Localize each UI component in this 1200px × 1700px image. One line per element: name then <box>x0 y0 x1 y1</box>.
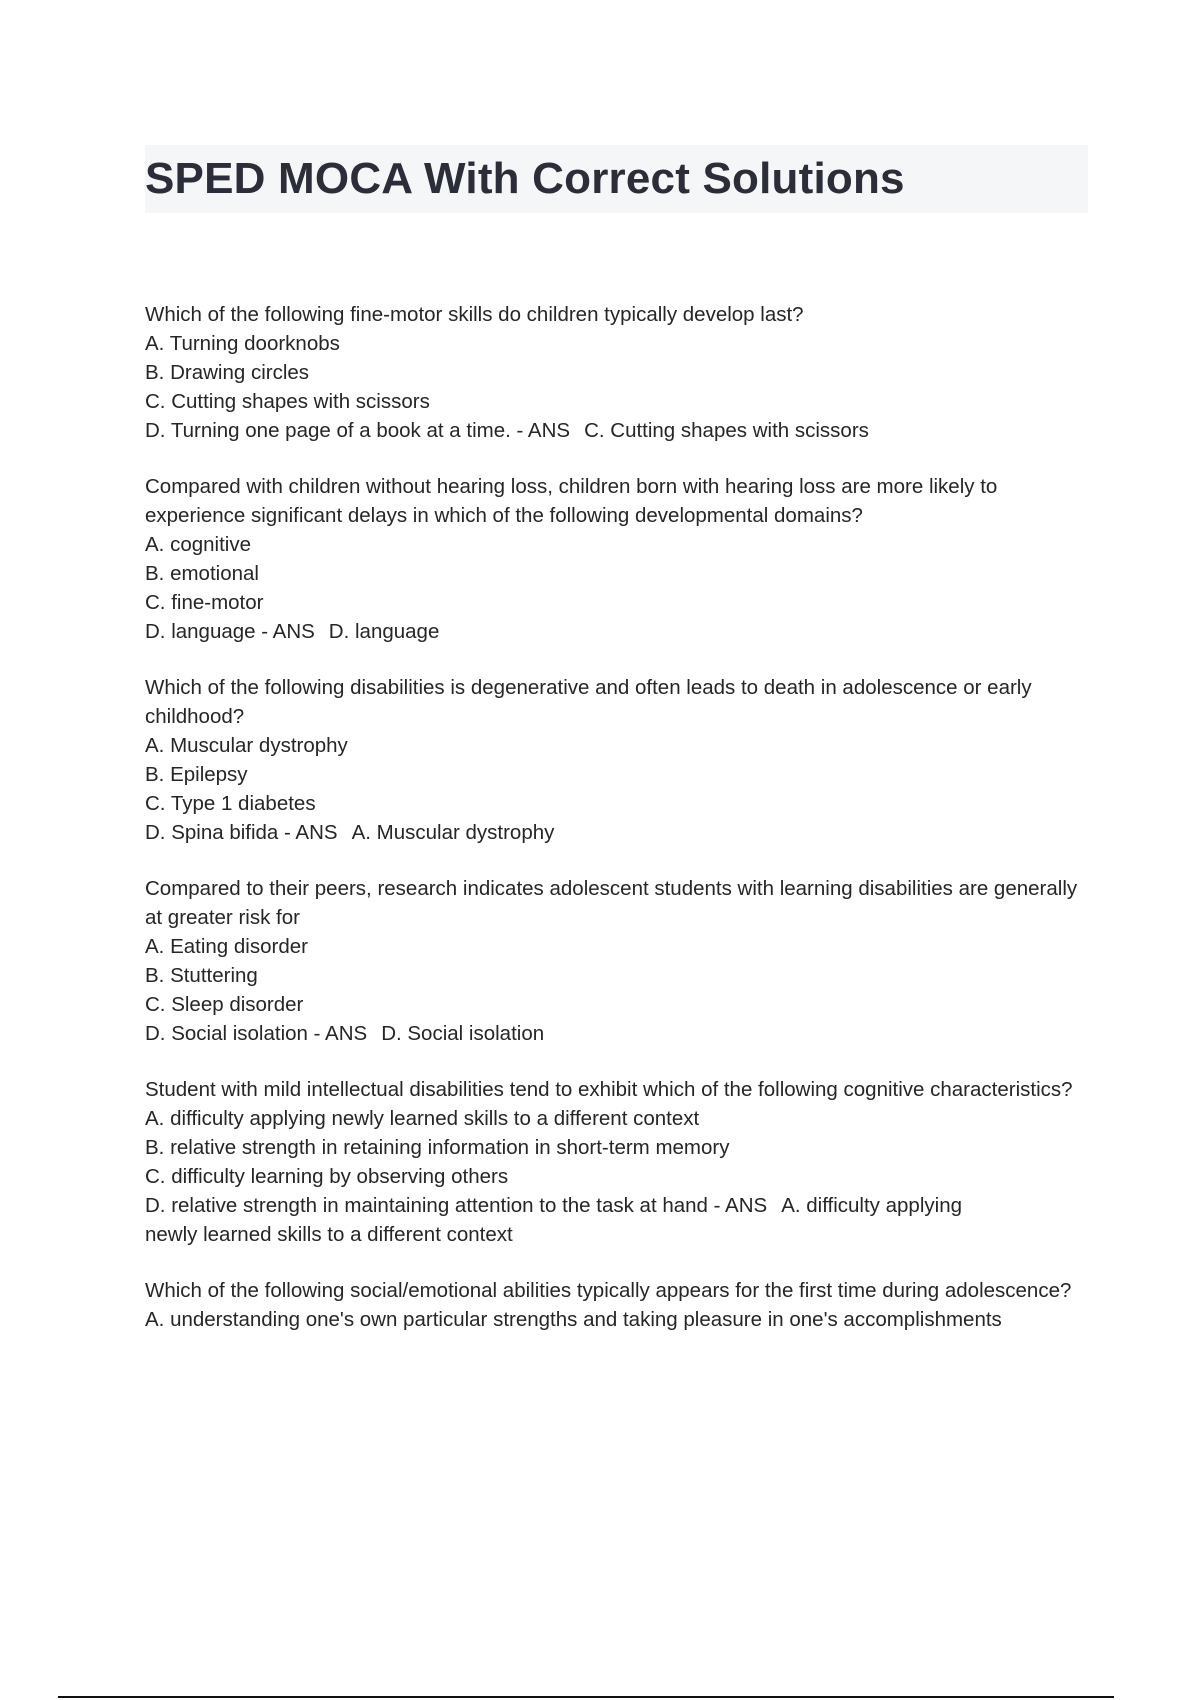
option-d: D. Spina bifida - ANS <box>145 821 338 844</box>
answer: A. difficulty applying <box>781 1194 962 1217</box>
answer-continuation: newly learned skills to a different context <box>145 1223 513 1246</box>
answer: D. language <box>328 620 440 643</box>
document-body <box>145 300 1085 1361</box>
option-d: D. relative strength in maintaining attention to the task at hand - ANS <box>145 1194 768 1217</box>
question-block <box>145 300 1085 445</box>
question-prompt: Which of the following social/emotional abilities typically appears for the first time during adolescence? <box>145 1279 1072 1302</box>
option-b: B. Epilepsy <box>145 763 248 786</box>
question-block <box>145 472 1085 646</box>
question-block <box>145 1276 1085 1334</box>
option-b: B. Stuttering <box>145 964 258 987</box>
page-title: SPED MOCA With Correct Solutions <box>145 154 905 203</box>
option-d: D. Turning one page of a book at a time. - ANS <box>145 419 571 442</box>
option-a: A. Eating disorder <box>145 935 308 958</box>
question-block <box>145 874 1085 1048</box>
question-prompt: Compared to their peers, research indicates adolescent students with learning disabilities are generally at greater risk for <box>145 877 1078 929</box>
question-block <box>145 673 1085 847</box>
option-a: A. Turning doorknobs <box>145 332 340 355</box>
option-d-with-answer <box>145 818 1085 847</box>
option-b: B. emotional <box>145 562 259 585</box>
option-d-with-answer <box>145 1191 1085 1220</box>
option-a: A. understanding one's own particular strengths and taking pleasure in one's accomplishments <box>145 1308 1002 1331</box>
answer: D. Social isolation <box>381 1022 545 1045</box>
option-d: D. Social isolation - ANS <box>145 1022 368 1045</box>
footer-divider <box>58 1696 1114 1698</box>
answer: A. Muscular dystrophy <box>351 821 555 844</box>
option-c: C. Cutting shapes with scissors <box>145 390 430 413</box>
title-band <box>145 145 1088 213</box>
option-b: B. Drawing circles <box>145 361 310 384</box>
option-c: C. Type 1 diabetes <box>145 792 316 815</box>
option-d-with-answer <box>145 416 1085 445</box>
question-prompt: Which of the following disabilities is degenerative and often leads to death in adolescence or early childhood? <box>145 676 1032 728</box>
option-d-with-answer <box>145 1019 1085 1048</box>
option-a: A. difficulty applying newly learned skills to a different context <box>145 1107 700 1130</box>
option-a: A. cognitive <box>145 533 251 556</box>
question-prompt: Student with mild intellectual disabilities tend to exhibit which of the following cognitive characteristics? <box>145 1078 1073 1101</box>
answer: C. Cutting shapes with scissors <box>584 419 869 442</box>
question-prompt: Compared with children without hearing loss, children born with hearing loss are more likely to experience significant delays in which of the following developmental domains? <box>145 475 998 527</box>
question-prompt: Which of the following fine-motor skills do children typically develop last? <box>145 303 804 326</box>
option-d-with-answer <box>145 617 1085 646</box>
option-b: B. relative strength in retaining information in short-term memory <box>145 1136 730 1159</box>
option-d: D. language - ANS <box>145 620 315 643</box>
option-c: C. Sleep disorder <box>145 993 304 1016</box>
option-a: A. Muscular dystrophy <box>145 734 348 757</box>
question-block <box>145 1075 1085 1249</box>
option-c: C. fine-motor <box>145 591 264 614</box>
option-c: C. difficulty learning by observing others <box>145 1165 509 1188</box>
